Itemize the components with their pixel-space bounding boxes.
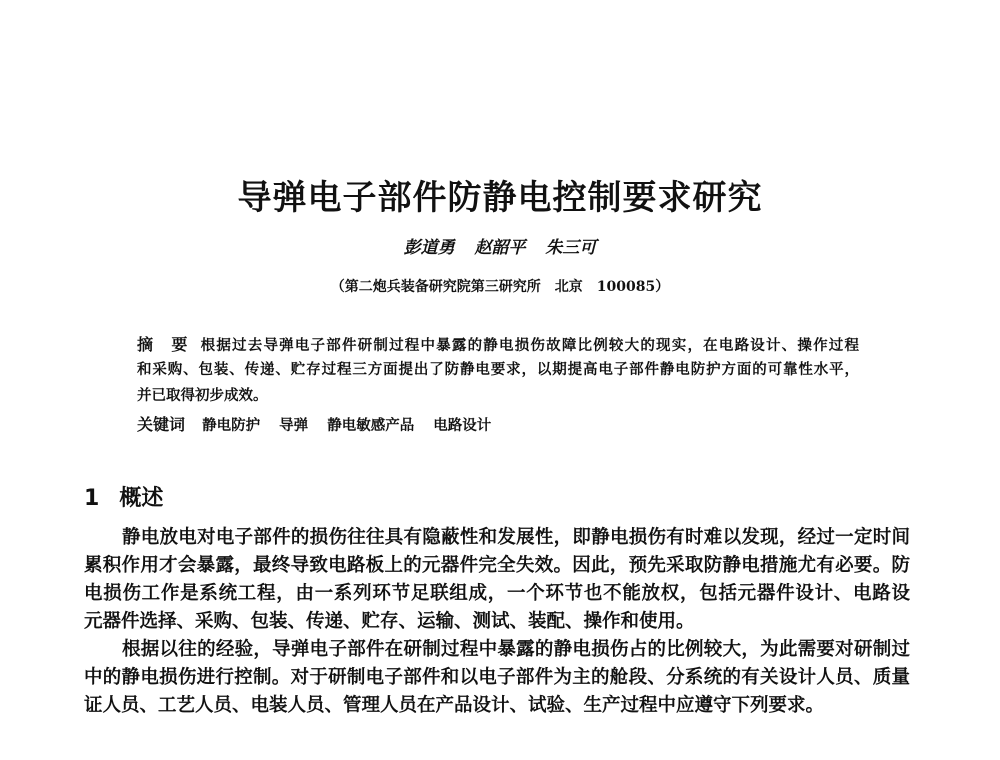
paper-title: 导弹电子部件防静电控制要求研究: [237, 178, 763, 218]
abstract-line: [137, 332, 859, 355]
section-number: 1: [84, 486, 100, 511]
affiliation: （第二炮兵装备研究院第三研究所 北京 100085）: [330, 279, 670, 295]
author: 赵韶平: [474, 238, 526, 258]
body-line: 累积作用才会暴露，最终导致电路板上的元器件完全失效。因此，预先采取防静电措施尤有必要。防: [84, 555, 910, 576]
body-line: 中的静电损伤进行控制。对于研制电子部件和以电子部件为主的舱段、分系统的有关设计人员、质量: [84, 667, 910, 688]
keyword: 电路设计: [433, 417, 492, 434]
section-title: 概述: [119, 486, 164, 511]
section-heading: [84, 481, 163, 512]
body-line: 电损伤工作是系统工程，由一系列环节足联组成，一个环节也不能放权，包括元器件设计、电路设: [84, 583, 910, 604]
keywords: [137, 412, 859, 435]
body-line: 元器件选择、采购、包装、传递、贮存、运输、测试、装配、操作和使用。: [84, 611, 695, 632]
abstract-label: 摘 要: [137, 335, 189, 354]
author: 朱三可: [545, 238, 597, 258]
keywords-label: 关键词: [137, 415, 186, 434]
abstract-line: 并已取得初步成效。: [137, 387, 268, 404]
author: 彭道勇: [403, 238, 455, 258]
keyword: 静电敏感产品: [327, 417, 415, 434]
body-line: 证人员、工艺人员、电装人员、管理人员在产品设计、试验、生产过程中应遵守下列要求。: [84, 695, 825, 716]
keyword: 静电防护: [202, 417, 261, 434]
keyword: 导弹: [279, 417, 309, 434]
body-line: 静电放电对电子部件的损伤往往具有隐蔽性和发展性，即静电损伤有时难以发现，经过一定时间: [122, 527, 910, 548]
authors: [0, 233, 1000, 258]
abstract-text: 根据过去导弹电子部件研制过程中暴露的静电损伤故障比例较大的现实，在电路设计、操作过程: [200, 337, 859, 354]
abstract-line: 和采购、包装、传递、贮存过程三方面提出了防静电要求，以期提高电子部件静电防护方面的可靠性水平，: [137, 361, 859, 378]
body-line: 根据以往的经验，导弹电子部件在研制过程中暴露的静电损伤占的比例较大，为此需要对研制过: [122, 639, 910, 660]
